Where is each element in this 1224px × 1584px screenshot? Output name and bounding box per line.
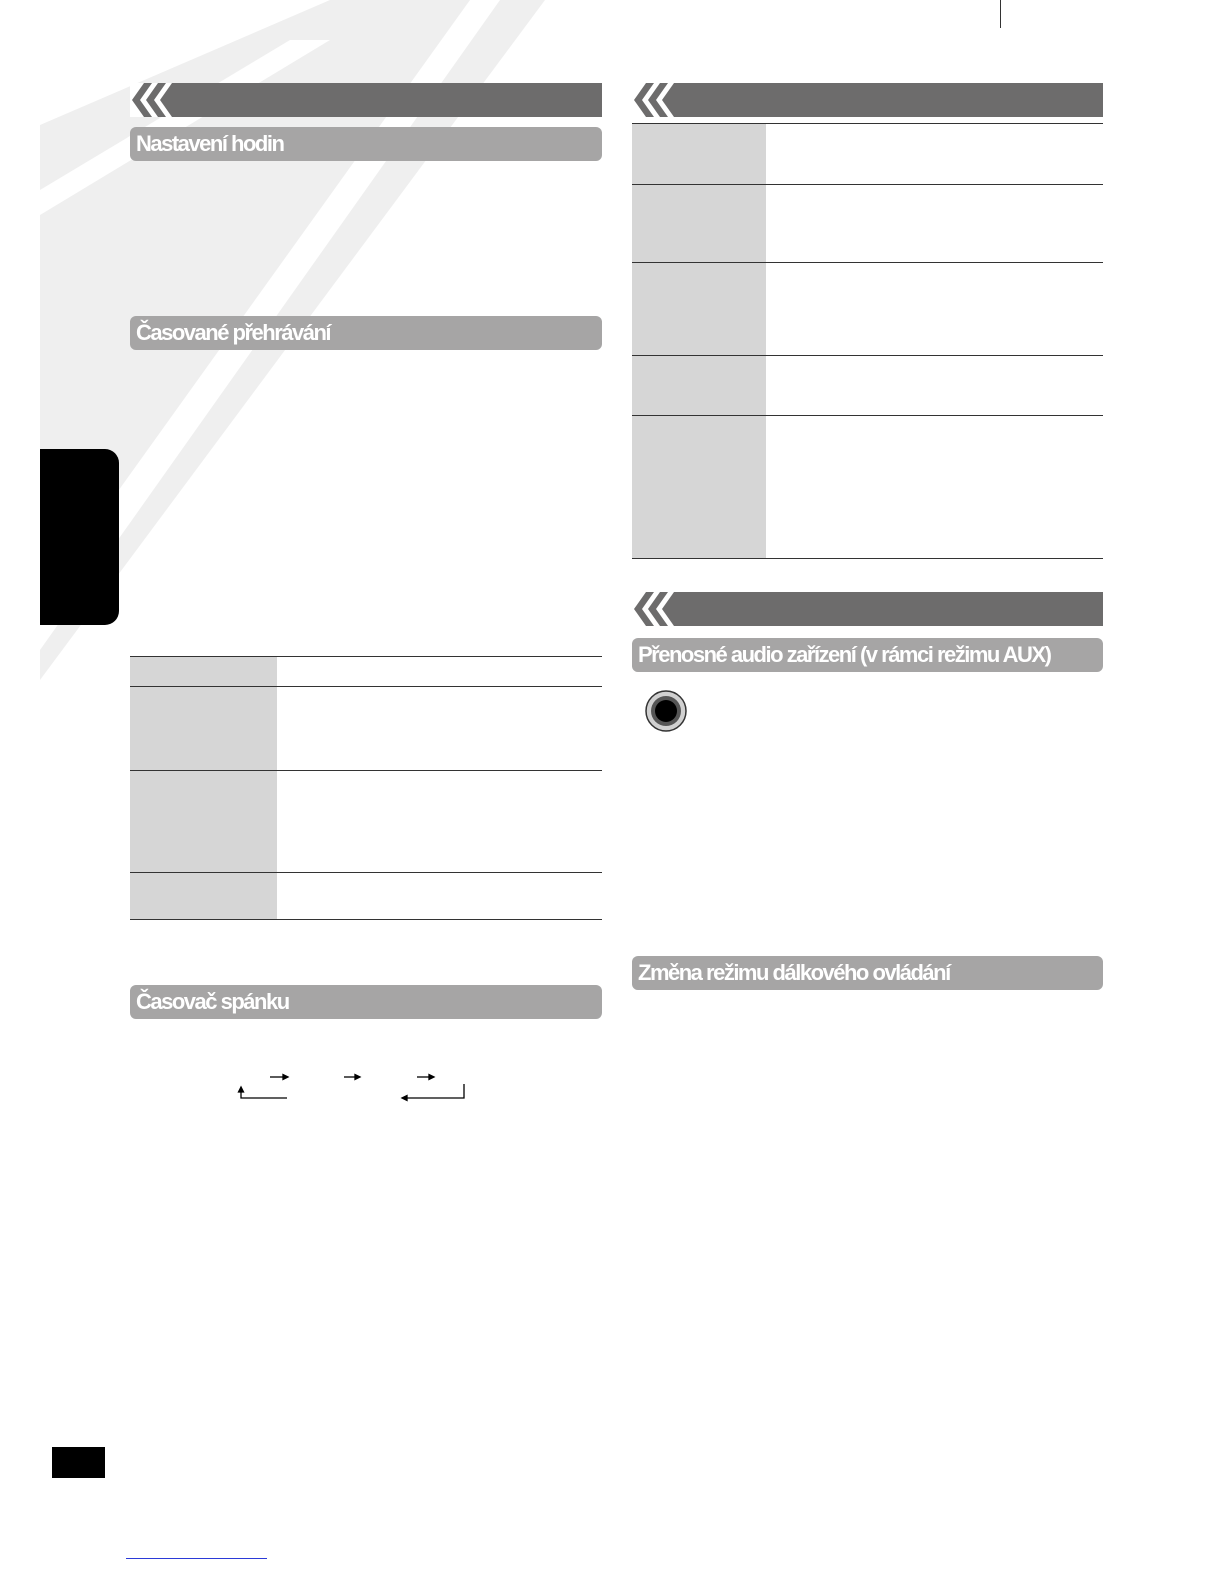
side-tab [40, 449, 119, 625]
section-heading: Časované přehrávání [130, 316, 602, 350]
table-row [632, 184, 1103, 262]
section-heading: Časovač spánku [130, 985, 602, 1019]
section-heading: Přenosné audio zařízení (v rámci režimu AUX) [632, 638, 1103, 672]
chevron-left-icon [130, 83, 190, 117]
section-heading: Změna režimu dálkového ovládání [632, 956, 1103, 990]
settings-table [130, 656, 602, 920]
crop-mark [1000, 0, 1001, 28]
section-banner [130, 83, 602, 117]
table-row [632, 123, 1103, 184]
chevron-left-icon [632, 83, 692, 117]
table-row [130, 656, 602, 686]
section-banner [632, 592, 1103, 626]
table-row [130, 770, 602, 872]
settings-table [632, 123, 1103, 559]
cycle-diagram [230, 1068, 480, 1108]
chevron-left-icon [632, 592, 692, 626]
section-banner [632, 83, 1103, 117]
page-number-box [52, 1447, 105, 1478]
table-bottom-rule [632, 558, 1103, 559]
footer-link-underline [126, 1558, 267, 1559]
table-row [130, 686, 602, 770]
table-row [632, 415, 1103, 558]
section-heading: Nastavení hodin [130, 127, 602, 161]
volume-knob-icon [645, 690, 687, 732]
table-bottom-rule [130, 919, 602, 920]
table-row [130, 872, 602, 919]
table-row [632, 355, 1103, 415]
table-row [632, 262, 1103, 355]
